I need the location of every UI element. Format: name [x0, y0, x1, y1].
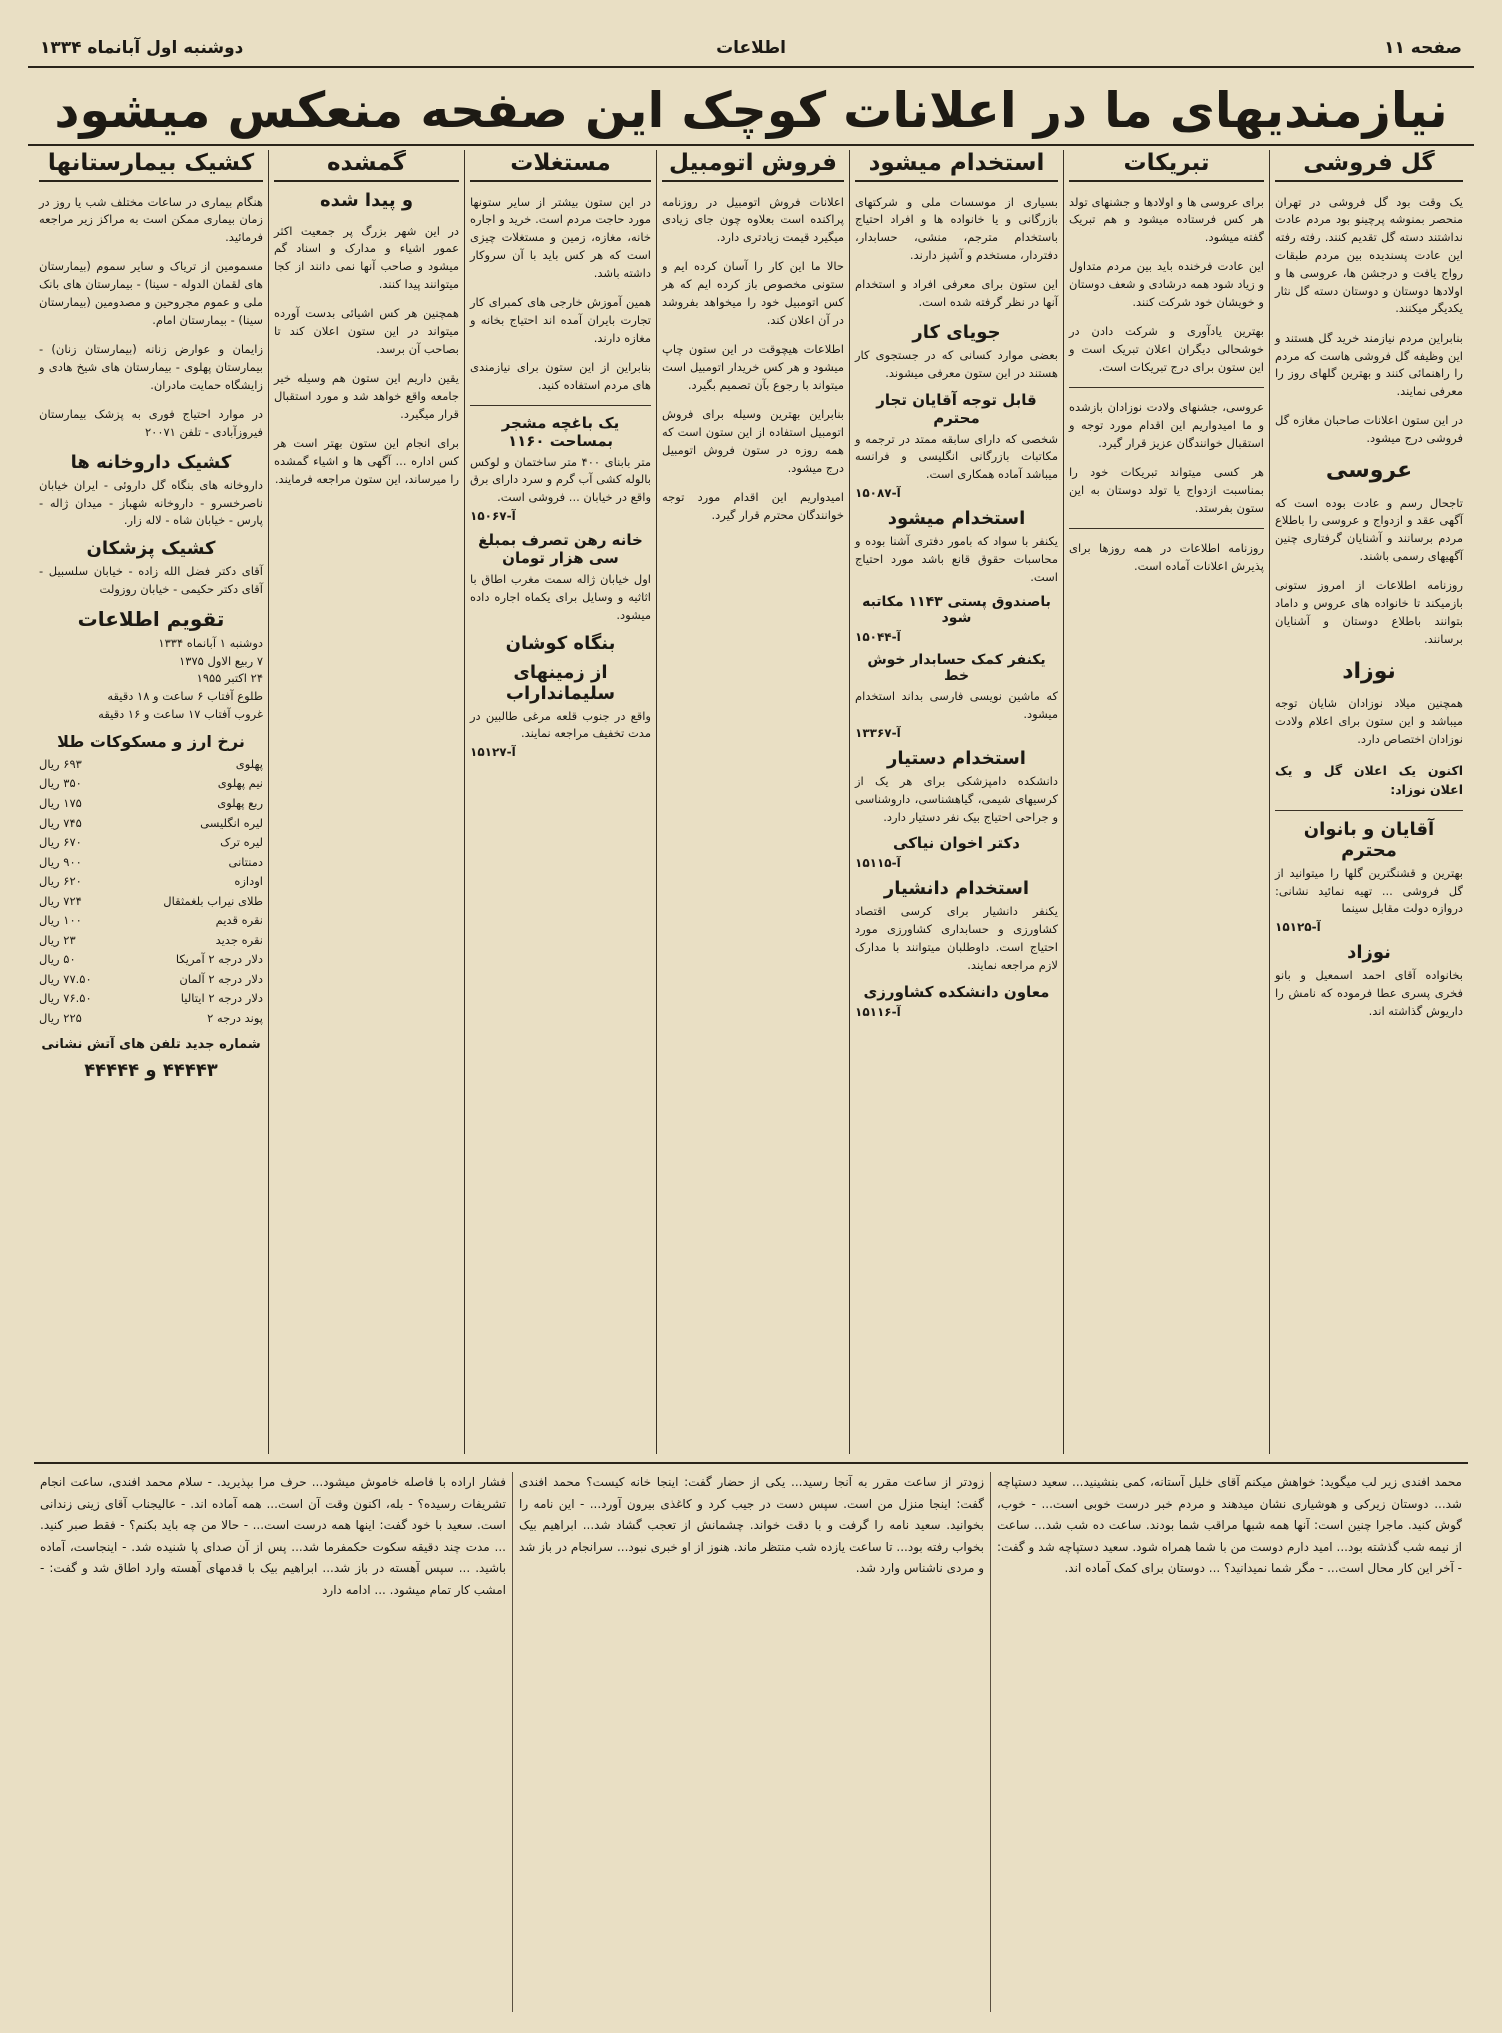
column-flower-shop: [1269, 150, 1468, 1454]
column-title: استخدام میشود: [855, 150, 1058, 182]
rate-name: نیم پهلوی: [217, 776, 263, 791]
paragraph: این عادت فرخنده باید بین مردم متداول و زیاد شود همه درشادی و شعف دوستان و خویشان خود شرکت کنند.: [1069, 259, 1264, 310]
section-title: عروسی: [1325, 458, 1413, 484]
divider: [1069, 387, 1264, 388]
paragraph: تاجحال رسم و عادت بوده است که آگهی عقد و ازدواج و عروسی را باطلاع مردم برسانند و آشنایان گرفتاری چنین آگهیهای رسمی باشند.: [1275, 495, 1463, 563]
paragraph: یک وقت بود گل فروشی در تهران منحصر بمنوشه پرچینو بود مردم عادت نداشتند دسته گل تقدیم کنند. رفته رفته این عادت پسندیده بین مردم طبقات رواج یافت و درجشن ها، عروسی ها و اولادها دوستان و دوستان دسته گل نثار یکدیگر میکنند.: [1275, 194, 1463, 316]
paragraph: زایمان و عوارض زنانه (بیمارستان زنان) - بیمارستان پهلوی - بیمارستان های شیخ هادی و زایشگاه حمایت مادران.: [39, 342, 263, 392]
paragraph: بنابراین بهترین وسیله برای فروش اتومبیل استفاده از این ستون است که همه روزه در ستون فروش اتومبیل درج میشود.: [662, 407, 844, 475]
column-title: تبریکات: [1069, 150, 1264, 182]
ad-reference: آ-۱۳۳۶۷: [855, 726, 901, 740]
column-body: [662, 194, 844, 525]
rate-value: ۷۷.۵۰ ریال: [39, 971, 92, 986]
calendar-row: ۷ ربیع الاول ۱۳۷۵: [179, 653, 263, 668]
rate-name: طلای نیراب بلغمثقال: [163, 893, 263, 908]
ad-text: دانشکده دامپزشکی برای هر یک از کرسیهای شیمی، گیاهشناسی، داروشناسی و جراحی احتیاج بیک نفر دستیار دارد.: [855, 774, 1058, 824]
ad-text: بعضی موارد کسانی که در جستجوی کار هستند در این ستون معرفی میشوند.: [855, 347, 1058, 380]
classified-columns: [34, 150, 1468, 1454]
paragraph: بنابراین از این ستون برای نیازمندی های مردم استفاده کنید.: [470, 360, 651, 392]
paragraph: امیدواریم این اقدام مورد توجه خوانندگان محترم قرار گیرد.: [662, 489, 844, 522]
rate-name: اودازه: [234, 874, 263, 889]
paragraph: اعلانات فروش اتومبیل در روزنامه پراکنده است بعلاوه چون جای زیادی میگیرد قیمت زیادتری دارد.: [662, 194, 844, 245]
ad-heading: یکنفر کمک حسابدار خوش خط: [867, 652, 1046, 685]
section-title: کشیک پزشکان: [86, 538, 216, 560]
header-rule: [28, 66, 1474, 68]
story-column: [990, 1472, 1468, 2012]
calendar-row: طلوع آفتاب ۶ ساعت و ۱۸ دقیقه: [107, 689, 263, 704]
column-congratulations: [1063, 150, 1269, 1454]
rate-name: نقره قدیم: [215, 913, 263, 928]
paragraph: بهترین یادآوری و شرکت دادن در خوشحالی دیگران اعلان تبریک است و این ستون برای درج تبریکات است.: [1069, 324, 1264, 374]
rate-name: لیره انگلیسی: [200, 815, 263, 830]
ad-heading: آقایان و بانوان محترم: [1303, 818, 1435, 861]
paragraph: این ستون برای معرفی افراد و استخدام آنها در نظر گرفته شده است.: [855, 277, 1058, 310]
ad-reference: آ-۱۵۱۲۷: [470, 745, 516, 760]
rate-value: ۲۲۵ ریال: [39, 1010, 82, 1025]
ad-heading: قابل توجه آقایان تجار محترم: [876, 390, 1037, 427]
issue-date: دوشنبه اول آبانماه ۱۳۳۴: [40, 38, 244, 58]
ad-reference: آ-۱۵۱۱۶: [855, 1004, 901, 1019]
rate-row: [39, 892, 263, 912]
ad-reference: آ-۱۵۱۲۵: [1275, 920, 1321, 935]
paragraph: اکنون یک اعلان گل و یک اعلان نوزاد:: [1275, 763, 1463, 798]
paragraph: در موارد احتیاج فوری به پزشک بیمارستان فیروزآبادی - تلفن ۲۰۰۷۱: [39, 407, 263, 439]
ad-heading: باصندوق پستی ۱۱۴۳ مکاتبه شود: [862, 594, 1051, 627]
ad-text: متر بابنای ۴۰۰ متر ساختمان و لوکس بالوله کشی آب گرم و سرد دارای برق واقع در خیابان ... فروشی است.: [470, 454, 651, 505]
rate-name: دلار درجه ۲ آمریکا: [175, 952, 263, 967]
column-title: گل فروشی: [1275, 150, 1463, 182]
rate-row: [39, 833, 263, 853]
ad-text: شخصی که دارای سابقه ممتد در ترجمه و مکاتبات بازرگانی انگلیسی و فرانسه میباشد آماده همکاری است.: [855, 431, 1058, 482]
section-body: داروخانه های بنگاه گل داروئی - ایران خیابان ناصرخسرو - داروخانه شهباز - میدان ژاله - پارس - خیابان شاه - لاله زار.: [39, 477, 263, 528]
divider: [1275, 810, 1463, 811]
column-body: [1069, 194, 1264, 576]
rate-row: [39, 931, 263, 951]
paragraph: همچنین میلاد نوزادان شایان توجه میباشد و این ستون برای اعلام ولادت نوزادان اختصاص دارد.: [1275, 696, 1463, 746]
newspaper-name: اطلاعات: [716, 38, 786, 58]
ad-reference: آ-۱۵۰۴۴: [855, 630, 901, 645]
rate-row: [39, 872, 263, 892]
ad-heading: معاون دانشکده کشاورزی: [863, 982, 1050, 1001]
ad-heading: استخدام دستیار: [887, 748, 1026, 769]
page-headline: نیازمندیهای ما در اعلانات کوچک این صفحه منعکس میشود: [54, 82, 1448, 139]
ad-heading: دکتر اخوان نیاکی: [893, 834, 1020, 853]
rate-name: پوند درجه ۲: [207, 1010, 263, 1025]
column-title: مستغلات: [470, 150, 651, 182]
rate-name: پهلوی: [235, 756, 263, 771]
column-real-estate: [464, 150, 656, 1454]
column-title: گمشده: [274, 150, 459, 182]
column-body: [39, 194, 263, 442]
paragraph: برای انجام این ستون بهتر است هر کس اداره ... آگهی ها و اشیاء گمشده را میرساند، این ستون مراجعه فرمایند.: [274, 436, 459, 486]
column-body: [470, 194, 651, 395]
paragraph: هر کسی میتواند تبریکات خود را بمناسبت ازدواج یا تولد دوستان به این ستون بفرستد.: [1069, 465, 1264, 515]
ad-text: واقع در جنوب قلعه مرغی طالبین در مدت تخفیف مراجعه نمایند.: [470, 708, 651, 741]
section-title: کشیک داروخانه ها: [70, 451, 232, 473]
divider: [1069, 528, 1264, 529]
column-lost-found: [268, 150, 464, 1454]
ad-heading: از زمینهای سلیمانداراب: [505, 661, 616, 704]
paragraph: برای عروسی ها و اولادها و جشنهای تولد هر کس فرستاده میشود و هم تبریک گفته میشود.: [1069, 194, 1264, 245]
headline-rule: [28, 144, 1474, 146]
rate-row: [39, 970, 263, 990]
paragraph: همچنین هر کس اشیائی بدست آورده میتواند در این ستون اعلان کند تا بصاحب آن برسد.: [274, 306, 459, 356]
ad-heading: یک باغچه مشجر بمساحت ۱۱۶۰: [501, 413, 620, 450]
rate-value: ۶۹۳ ریال: [39, 756, 82, 771]
rate-name: دلار درجه ۲ آلمان: [179, 971, 263, 986]
column-car-sales: [656, 150, 849, 1454]
paragraph: همین آموزش خارجی های کمبرای کار تجارت بایران آمده اند احتیاج بخانه و مغازه دارند.: [470, 295, 651, 345]
rate-row: [39, 950, 263, 970]
ad-reference: آ-۱۵۰۸۷: [855, 485, 901, 500]
paragraph: یقین داریم این ستون هم وسیله خیر جامعه واقع خواهد شد و مورد استقبال قرار میگیرد.: [274, 371, 459, 421]
rate-row: [39, 853, 263, 873]
rate-value: ۵۰ ریال: [39, 952, 76, 967]
serial-story: [34, 1472, 1468, 2012]
rate-name: دلار درجه ۲ ایتالیا: [180, 991, 263, 1006]
rate-value: ۱۰۰ ریال: [39, 913, 82, 928]
rate-row: [39, 755, 263, 775]
rate-row: [39, 1009, 263, 1029]
calendar: [39, 635, 263, 724]
rate-value: ۳۵۰ ریال: [39, 776, 82, 791]
page-number: صفحه ۱۱: [1384, 38, 1462, 58]
paragraph: هنگام بیماری در ساعات مختلف شب یا روز در زمان بیماری ممکن است به مراکز زیر مراجعه فرمائید.: [39, 194, 263, 245]
rate-value: ۱۷۵ ریال: [39, 795, 82, 810]
column-title: کشیک بیمارستانها: [39, 150, 263, 182]
story-text: محمد افندی زیر لب میگوید: خواهش میکنم آقای خلیل آستانه، کمی بنشینید... سعید دستپاچه شد... دوستان زیرکی و هوشیاری نشان میدهند و مردم خبر درست خوبی است... - خوب، گوش کنید. ماجرا چنین است: آنها همه شبها مراقب شما بودند. ساعت ده شب شد... ساعت از نیمه شب گذشته بود... امید دارم دوست من با شما همراه شود. سعید دستپاچه شد و گفت: - آخر این کار محال است... - مگر شما نمیدانید؟ ... دوستان برای کمک آماده اند.: [997, 1475, 1462, 1576]
rates-list: [39, 755, 263, 1029]
ad-heading: نوزاد: [1347, 942, 1391, 964]
section-body: [1275, 695, 1463, 800]
paragraph: در این ستون اعلانات صاحبان مغازه گل فروشی درج میشود.: [1275, 413, 1463, 446]
rate-value: ۷۶.۵۰ ریال: [39, 991, 92, 1006]
story-column: [512, 1472, 990, 2012]
rate-row: [39, 989, 263, 1009]
paragraph: بنابراین مردم نیازمند خرید گل هستند و این وظیفه گل فروشی هاست که مردم را راهنمائی کنند و بهترین گلهای روز را معرفی نمایند.: [1275, 330, 1463, 399]
section-title: نوزاد: [1342, 658, 1396, 684]
rate-name: ربع پهلوی: [217, 795, 263, 810]
column-services: [34, 150, 268, 1454]
column-subtitle: و پیدا شده: [319, 190, 414, 211]
rates-title: نرخ ارز و مسکوکات طلا: [57, 731, 245, 751]
ad-heading: خانه رهن تصرف بمبلغ سی هزار تومان: [478, 531, 643, 568]
paragraph: اطلاعات هیچوقت در این ستون چاپ میشود و هر کس خریدار اتومبیل است میتواند با رجوع بآن تصمیم بگیرد.: [662, 342, 844, 392]
paragraph: بسیاری از موسسات ملی و شرکتهای بازرگانی و یا خانواده ها و افراد احتیاج باستخدام مترجم، منشی، حسابدار، دفتردار، مستخدم و آشپز دارند.: [855, 194, 1058, 262]
ad-heading: استخدام میشود: [887, 507, 1026, 529]
column-body: [855, 194, 1058, 312]
ad-reference: آ-۱۵۱۱۵: [855, 856, 901, 871]
rate-row: [39, 814, 263, 834]
phones-title: شماره جدید تلفن های آتش نشانی: [41, 1036, 261, 1052]
rate-value: ۷۲۴ ریال: [39, 893, 82, 908]
ad-heading: استخدام دانشیار: [883, 878, 1030, 900]
ad-heading: جویای کار: [912, 321, 1001, 343]
story-column: [34, 1472, 512, 2012]
column-body: [1275, 194, 1463, 449]
section-body: آقای دکتر فضل الله زاده - خیابان سلسبیل - آقای دکتر حکیمی - خیابان روزولت: [39, 564, 263, 596]
rate-row: [39, 794, 263, 814]
ad-text: بخانواده آقای احمد اسمعیل و بانو فخری پسری عطا فرموده که نامش را داریوش گذاشته اند.: [1275, 968, 1463, 1018]
rate-value: ۹۰۰ ریال: [39, 854, 82, 869]
paragraph: مسمومین از تریاک و سایر سموم (بیمارستان های لقمان الدوله - سینا) - بیمارستان های بانک ملی و عموم مجروحین و مصدومین (بیمارستان سینا) - بیمارستان امام.: [39, 259, 263, 327]
ad-heading: بنگاه کوشان: [505, 632, 616, 654]
section-body: [1275, 495, 1463, 649]
paragraph: در این شهر بزرگ پر جمعیت اکثر عمور اشیاء و مدارک و اسناد گم میشود و صاحب آنها نمی دانند از کجا میتوانند پیدا کنند.: [274, 223, 459, 291]
calendar-row: غروب آفتاب ۱۷ ساعت و ۱۶ دقیقه: [98, 707, 263, 722]
story-rule: [34, 1462, 1468, 1464]
ad-text: اول خیابان ژاله سمت مغرب اطاق با اثاثیه و وسایل برای یکماه اجاره داده میشود.: [470, 572, 651, 622]
column-body: [274, 223, 459, 489]
calendar-row: ۲۴ اکتبر ۱۹۵۵: [196, 671, 263, 686]
rate-value: ۶۷۰ ریال: [39, 835, 82, 850]
ad-text: بهترین و قشنگترین گلها را میتوانید از گل فروشی ... تهیه نمائید نشانی: دروازه دولت مقابل سینما: [1275, 865, 1463, 916]
ad-reference: آ-۱۵۰۶۷: [470, 509, 516, 524]
paragraph: عروسی، جشنهای ولادت نوزادان بازشده و ما امیدواریم این اقدام مورد توجه و استقبال خوانندگان عزیز قرار گیرد.: [1069, 400, 1264, 450]
phones-value: ۴۴۴۴۳ و ۴۴۴۴۴: [84, 1059, 218, 1081]
rate-name: نقره جدید: [215, 932, 263, 947]
ad-text: یکنفر دانشیار برای کرسی اقتصاد کشاورزی و حسابداری کشاورزی مورد احتیاج است. داوطلبان میتوانند با مدارک لازم مراجعه نمایند.: [855, 904, 1058, 972]
column-employment: [849, 150, 1063, 1454]
paragraph: روزنامه اطلاعات در همه روزها برای پذیرش اعلانات آماده است.: [1069, 541, 1264, 573]
ad-text: یکنفر با سواد که بامور دفتری آشنا بوده و محاسبات حقوق قانع باشد مورد احتیاج است.: [855, 533, 1058, 584]
story-text: فشار اراده با فاصله خاموش میشود... حرف مرا بپذیرید. - سلام محمد افندی، ساعت انجام تشریفات رسیده؟ - بله، اکنون وقت آن است... همه آماده اند. - عالیجناب آقای زینی زندانی است. سعید با خود گفت: اینها همه درست است... - حالا من چه باید بکنم؟ - فقط صبر کنید. ... مدت چند دقیقه سکوت حکمفرما شد... پس از آن صدای پا شنیده شد. - اینجاست، آماده باشید. ... سپس آهسته در باز شد... ابراهیم بیک با قدمهای آهسته وارد اطاق شد و گفت: - امشب کار تمام میشود. ... ادامه دارد: [40, 1475, 506, 1597]
ad-text: که ماشین نویسی فارسی بداند استخدام میشود.: [855, 689, 1058, 722]
rate-value: ۷۴۵ ریال: [39, 815, 82, 830]
rate-name: دمنتانی: [228, 854, 263, 869]
page-header: [40, 38, 1462, 64]
rate-row: [39, 774, 263, 794]
rate-value: ۲۳ ریال: [39, 932, 76, 947]
rate-value: ۶۲۰ ریال: [39, 874, 82, 889]
paragraph: در این ستون بیشتر از سایر ستونها مورد حاجت مردم است. خرید و اجاره خانه، مغازه، زمین و مستغلات چیزی است که هر کس باید با آن سروکار داشته باشد.: [470, 194, 651, 280]
paragraph: حالا ما این کار را آسان کرده ایم و ستونی مخصوص باز کرده ایم که هر کس اتومبیل خود را میخواهد بفروشد در آن اعلان کند.: [662, 259, 844, 327]
calendar-title: تقویم اطلاعات: [77, 606, 225, 631]
divider: [470, 405, 651, 406]
paragraph: روزنامه اطلاعات از امروز ستونی بازمیکند تا خانواده های عروس و داماد بتوانند باطلاع دوستان و آشنایان برسانند.: [1275, 578, 1463, 646]
story-text: زودتر از ساعت مقرر به آنجا رسید... یکی از حضار گفت: اینجا خانه کیست؟ محمد افندی گفت: اینجا منزل من است. سپس دست در جیب کرد و کاغذی بیرون آورد... - این نامه را بخوانید. سعید نامه را گرفت و با دقت خواند. چشمانش از تعجب گشاد شد... ابراهیم بیک بخواب رفته بود... تا ساعت یازده شب منتظر ماند. هنوز از او خبری نبود... سرانجام در باز شد و مردی ناشناس وارد شد.: [519, 1475, 984, 1576]
rate-name: لیره ترک: [220, 835, 263, 850]
rate-row: [39, 911, 263, 931]
calendar-row: دوشنبه ۱ آبانماه ۱۳۳۴: [158, 635, 263, 650]
column-title: فروش اتومبیل: [662, 150, 844, 182]
